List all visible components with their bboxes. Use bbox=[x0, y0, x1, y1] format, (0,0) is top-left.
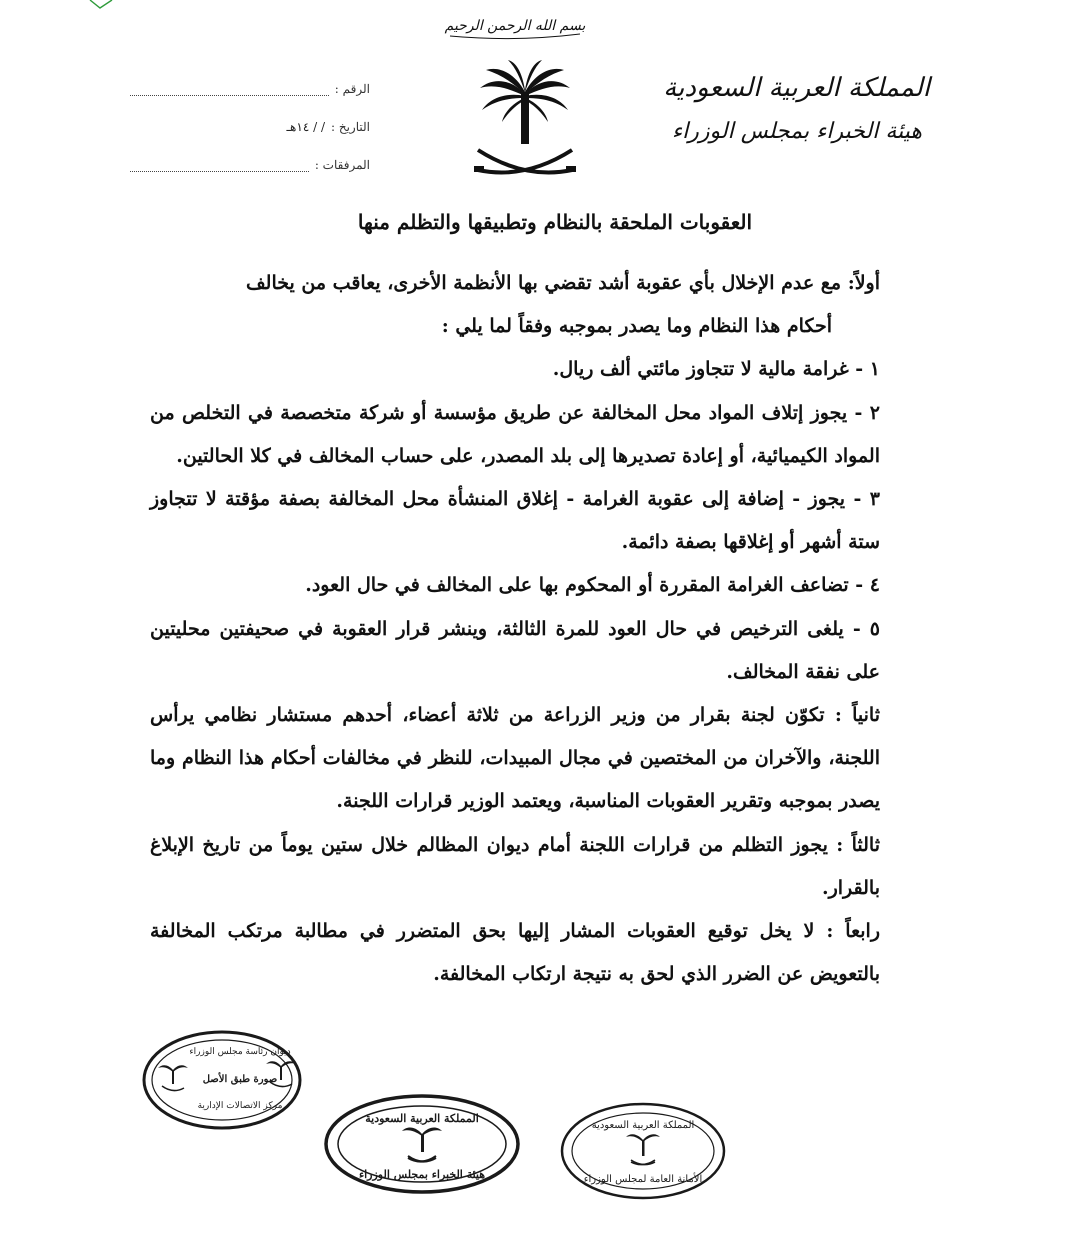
attachments-line bbox=[130, 157, 309, 172]
stamp1-emblem-left bbox=[158, 1065, 188, 1090]
attachments-row bbox=[130, 134, 370, 172]
stamp2-emblem bbox=[402, 1128, 442, 1162]
date-value: / / ١٤هـ bbox=[286, 120, 325, 134]
stamp3-line-1: المملكة العربية السعودية bbox=[591, 1120, 695, 1131]
paragraph-second: ثانياً : تكوّن لجنة بقرار من وزير الزراعة من ثلاثة أعضاء، أحدهم مستشار نظامي يرأس اللجنة، والآخران من المختصين في مجال المبيدات، للنظر في مخالفات أحكام هذا النظام وما يصدر بموجبه وتقرير العقوبات المناسبة، ويعتمد الوزير قرارات اللجنة. bbox=[150, 704, 880, 813]
reference-line bbox=[130, 81, 329, 96]
certified-copy-stamp bbox=[140, 1028, 305, 1133]
stamp1-line-2: صورة طبق الأصل bbox=[202, 1074, 278, 1085]
palm-swords-emblem bbox=[470, 58, 580, 188]
stamp1-line-3: مركز الاتصالات الإدارية bbox=[197, 1101, 283, 1111]
stamp3-line-2: الأمانة العامة لمجلس الوزراء bbox=[583, 1174, 703, 1185]
letterhead-line-1: المملكة العربية السعودية bbox=[663, 73, 930, 103]
reference-label: الرقم : bbox=[334, 82, 370, 96]
penalty-item-1: ١ - غرامة مالية لا تتجاوز مائتي ألف ريال. bbox=[552, 358, 880, 381]
general-secretariat-stamp bbox=[558, 1100, 728, 1202]
stamp3-emblem bbox=[626, 1134, 660, 1164]
penalty-item-5: ٥ - يلغى الترخيص في حال العود للمرة الثالثة، وينشر قرار العقوبة في صحيفتين محليتين على نفقة المخالف. bbox=[150, 617, 880, 683]
letterhead-line-2: هيئة الخبراء بمجلس الوزراء bbox=[671, 119, 922, 144]
corner-mark bbox=[88, 0, 114, 10]
attachments-label: المرفقات : bbox=[314, 158, 370, 172]
paragraph-first-cont: أحكام هذا النظام وما يصدر بموجبه وفقاً لما يلي : bbox=[441, 315, 832, 338]
paragraph-first: أولاً: مع عدم الإخلال بأي عقوبة أشد تقضي بها الأنظمة الأخرى، يعاقب من يخالف bbox=[246, 272, 880, 294]
stamp2-line-1: المملكة العربية السعودية bbox=[365, 1112, 479, 1125]
letterhead-calligraphy bbox=[660, 62, 940, 162]
experts-commission-stamp bbox=[322, 1092, 522, 1196]
paragraph-third: ثالثاً : يجوز التظلم من قرارات اللجنة أمام ديوان المظالم خلال ستين يوماً من تاريخ الإبلاغ بالقرار. bbox=[150, 833, 880, 899]
document-body bbox=[150, 262, 880, 996]
penalty-item-2: ٢ - يجوز إتلاف المواد محل المخالفة عن طريق مؤسسة أو شركة متخصصة في التخلص من المواد الكيميائية، أو إعادة تصديرها إلى بلد المصدر، على حساب المخالف في كلا الحالتين. bbox=[150, 401, 880, 467]
basmala-text: بسم الله الرحمن الرحيم bbox=[444, 18, 586, 34]
stamp2-line-2: هيئة الخبراء بمجلس الوزراء bbox=[358, 1168, 486, 1181]
document-title: العقوبات الملحقة بالنظام وتطبيقها والتظلم منها bbox=[357, 210, 753, 234]
reference-row bbox=[130, 58, 370, 96]
date-row bbox=[130, 96, 370, 134]
basmala-calligraphy bbox=[440, 6, 590, 42]
paragraph-fourth: رابعاً : لا يخل توقيع العقوبات المشار إليها بحق المتضرر في مطالبة مرتكب المخالفة بالتعويض عن الضرر الذي لحق به نتيجة ارتكاب المخالفة. bbox=[150, 920, 880, 986]
penalty-item-4: ٤ - تضاعف الغرامة المقررة أو المحكوم بها على المخالف في حال العود. bbox=[305, 574, 880, 597]
date-label: التاريخ : bbox=[330, 120, 370, 134]
reference-block bbox=[130, 58, 370, 172]
penalty-item-3: ٣ - يجوز - إضافة إلى عقوبة الغرامة - إغلاق المنشأة محل المخالفة بصفة مؤقتة لا تتجاوز ستة أشهر أو إغلاقها بصفة دائمة. bbox=[150, 488, 880, 554]
stamp1-line-1: ديوان رئاسة مجلس الوزراء bbox=[189, 1047, 291, 1057]
